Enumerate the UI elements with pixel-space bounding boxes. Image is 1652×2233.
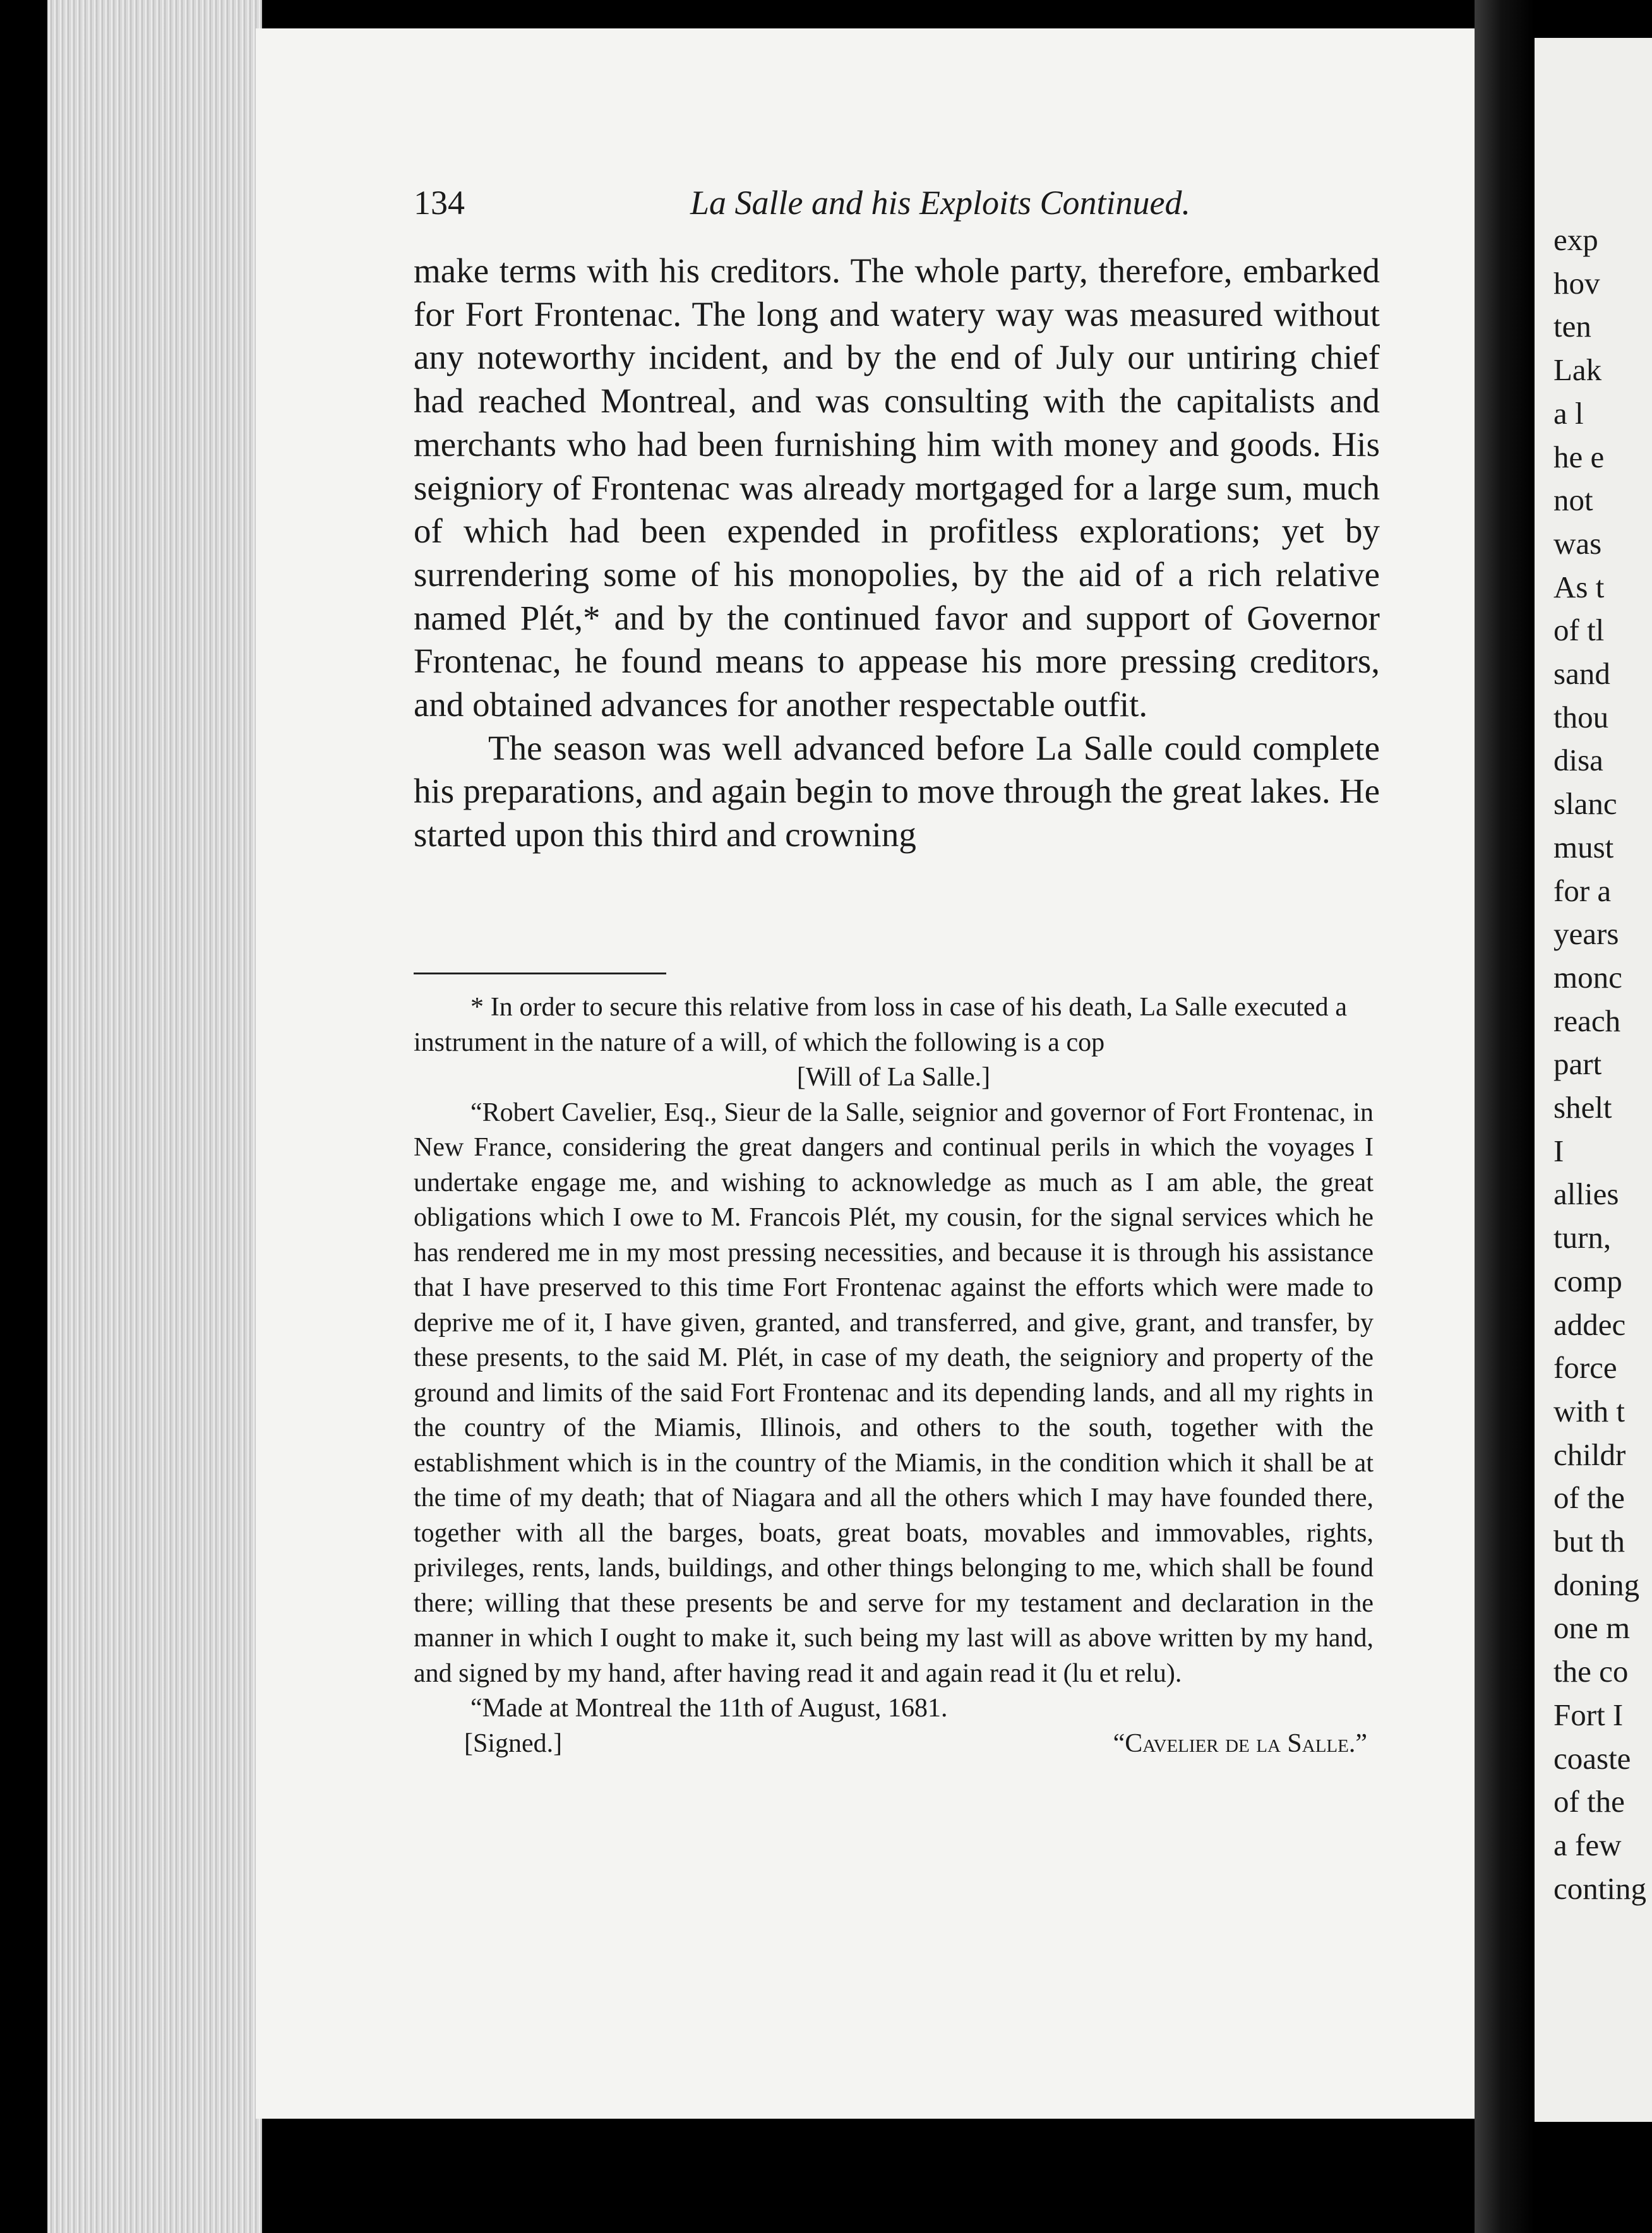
right-page-line-fragment: childr xyxy=(1553,1437,1626,1472)
right-page-line-fragment: was xyxy=(1553,525,1602,561)
right-page-line-fragment: not xyxy=(1553,482,1593,518)
right-page-line-fragment: with t xyxy=(1553,1393,1625,1428)
right-page-line-fragment: but th xyxy=(1553,1524,1625,1559)
right-page-line-fragment: hov xyxy=(1553,265,1600,301)
right-page-line-fragment: coaste xyxy=(1553,1740,1631,1776)
right-page-line-fragment: force xyxy=(1553,1350,1617,1386)
right-page-line-fragment: monc xyxy=(1553,959,1622,995)
right-page-line-fragment: Lak xyxy=(1553,352,1602,388)
body-paragraph: The season was well advanced before La Salle could complete his preparations, and again begin to move through the great lakes. He started upon this third and crowning xyxy=(414,728,1380,854)
body-text xyxy=(414,249,1380,857)
right-page-line-fragment: slanc xyxy=(1553,786,1617,822)
right-page-fragment xyxy=(1535,38,1652,2122)
right-page-line-fragment: a few xyxy=(1553,1827,1622,1862)
right-page-line-fragment: addec xyxy=(1553,1307,1626,1342)
right-page-line-fragment: the co xyxy=(1553,1654,1629,1689)
page-number: 134 xyxy=(414,184,465,222)
right-page-line-fragment: must xyxy=(1553,829,1614,865)
body-paragraph: make terms with his creditors. The whole party, therefore, embarked for Fort Frontenac. The long and watery way was measured without any noteworthy incident, and by the end of July our untiring chief had reached Montreal, and was consulting with the capitalists and merchants who had been furnishing him with money and goods. His seigniory of Frontenac was already mortgaged for a large sum, much of which had been expended in profitless explorations; yet by surrendering some of his monopolies, by the aid of a rich relative named Plét,* and by the continued favor and support of Governor Frontenac, he found means to appease his more pressing creditors, and obtained advances for another respectable outfit. xyxy=(414,251,1380,724)
book-gutter xyxy=(1475,0,1535,2233)
right-page-line-fragment: he e xyxy=(1553,439,1605,474)
right-page-line-fragment: comp xyxy=(1553,1263,1622,1298)
right-page-line-fragment: disa xyxy=(1553,743,1603,778)
book-page-edges xyxy=(47,0,262,2233)
right-page-line-fragment: sand xyxy=(1553,656,1610,691)
right-page-line-fragment: conting xyxy=(1553,1871,1646,1906)
right-page-line-fragment: years xyxy=(1553,916,1619,952)
right-page-line-fragment: thou xyxy=(1553,699,1609,734)
right-page-line-fragment: of tl xyxy=(1553,613,1605,648)
right-page-line-fragment: of the xyxy=(1553,1480,1625,1516)
right-page-line-fragment: doning xyxy=(1553,1567,1640,1602)
right-page-line-fragment: ten xyxy=(1553,309,1591,344)
right-page-line-fragment: As t xyxy=(1553,569,1605,604)
right-page-line-fragment: part xyxy=(1553,1046,1602,1082)
signature-line xyxy=(414,1727,1374,1762)
footnote-intro: * In order to secure this relative from loss in case of his death, La Salle executed a instrument in the nature of a will, of which the following is a cop xyxy=(414,993,1374,1057)
right-page-line-fragment: one m xyxy=(1553,1610,1631,1646)
right-page-line-fragment: of the xyxy=(1553,1784,1625,1819)
signature: “Cavelier de la Salle.” xyxy=(1113,1728,1367,1758)
right-page-line-fragment: allies xyxy=(1553,1176,1619,1212)
running-title: La Salle and his Exploits Continued. xyxy=(690,184,1190,222)
right-page-line-fragment: I xyxy=(1553,1133,1564,1168)
will-text: “Robert Cavelier, Esq., Sieur de la Salle, seignior and governor of Fort Frontenac, in New France, considering the great dangers and continual perils in which the voyages I undertake engage me, and wishing to acknowledge as much as I am able, the great obligations which I owe to M. Francois Plét, my cousin, for the signal services which he has rendered me in my most pressing necessities, and because it is through his assistance that I have preserved to this time Fort Frontenac against the efforts which were made to deprive me of it, I have given, granted, and transferred, and give, grant, and transfer, by these presents, to the said M. Plét, in case of my death, the seigniory and property of the ground and limits of the said Fort Frontenac and its depending lands, and all my rights in the country of the Miamis, Illinois, and others to the south, together with the establishment which is in the country of the Miamis, in the condition which it shall be at the time of my death; that of Niagara and all the others which I may have founded there, together with all the barges, boats, great boats, movables and immovables, rights, privileges, rents, lands, buildings, and other things belonging to me, which shall be found there; willing that these presents be and serve for my testament and declaration in the manner in which I ought to make it, such being my last will as above written by my hand, and signed by my hand, after having read it and again read it (lu et relu). xyxy=(414,1098,1374,1688)
right-page-line-fragment: Fort I xyxy=(1553,1697,1624,1732)
will-date-line: “Made at Montreal the 11th of August, 1681. xyxy=(470,1694,948,1723)
signed-label: [Signed.] xyxy=(464,1728,563,1758)
footnote xyxy=(414,990,1374,1761)
right-page-line-fragment: reach xyxy=(1553,1003,1621,1038)
right-page-line-fragment: for a xyxy=(1553,873,1612,908)
will-title: [Will of La Salle.] xyxy=(796,1063,991,1092)
right-page-line-fragment: turn, xyxy=(1553,1220,1612,1255)
right-page-line-fragment: exp xyxy=(1553,222,1598,257)
right-page-line-fragment: a l xyxy=(1553,395,1584,431)
page-header xyxy=(414,183,1190,234)
footnote-divider xyxy=(414,973,666,974)
right-page-line-fragment: shelt xyxy=(1553,1090,1612,1125)
